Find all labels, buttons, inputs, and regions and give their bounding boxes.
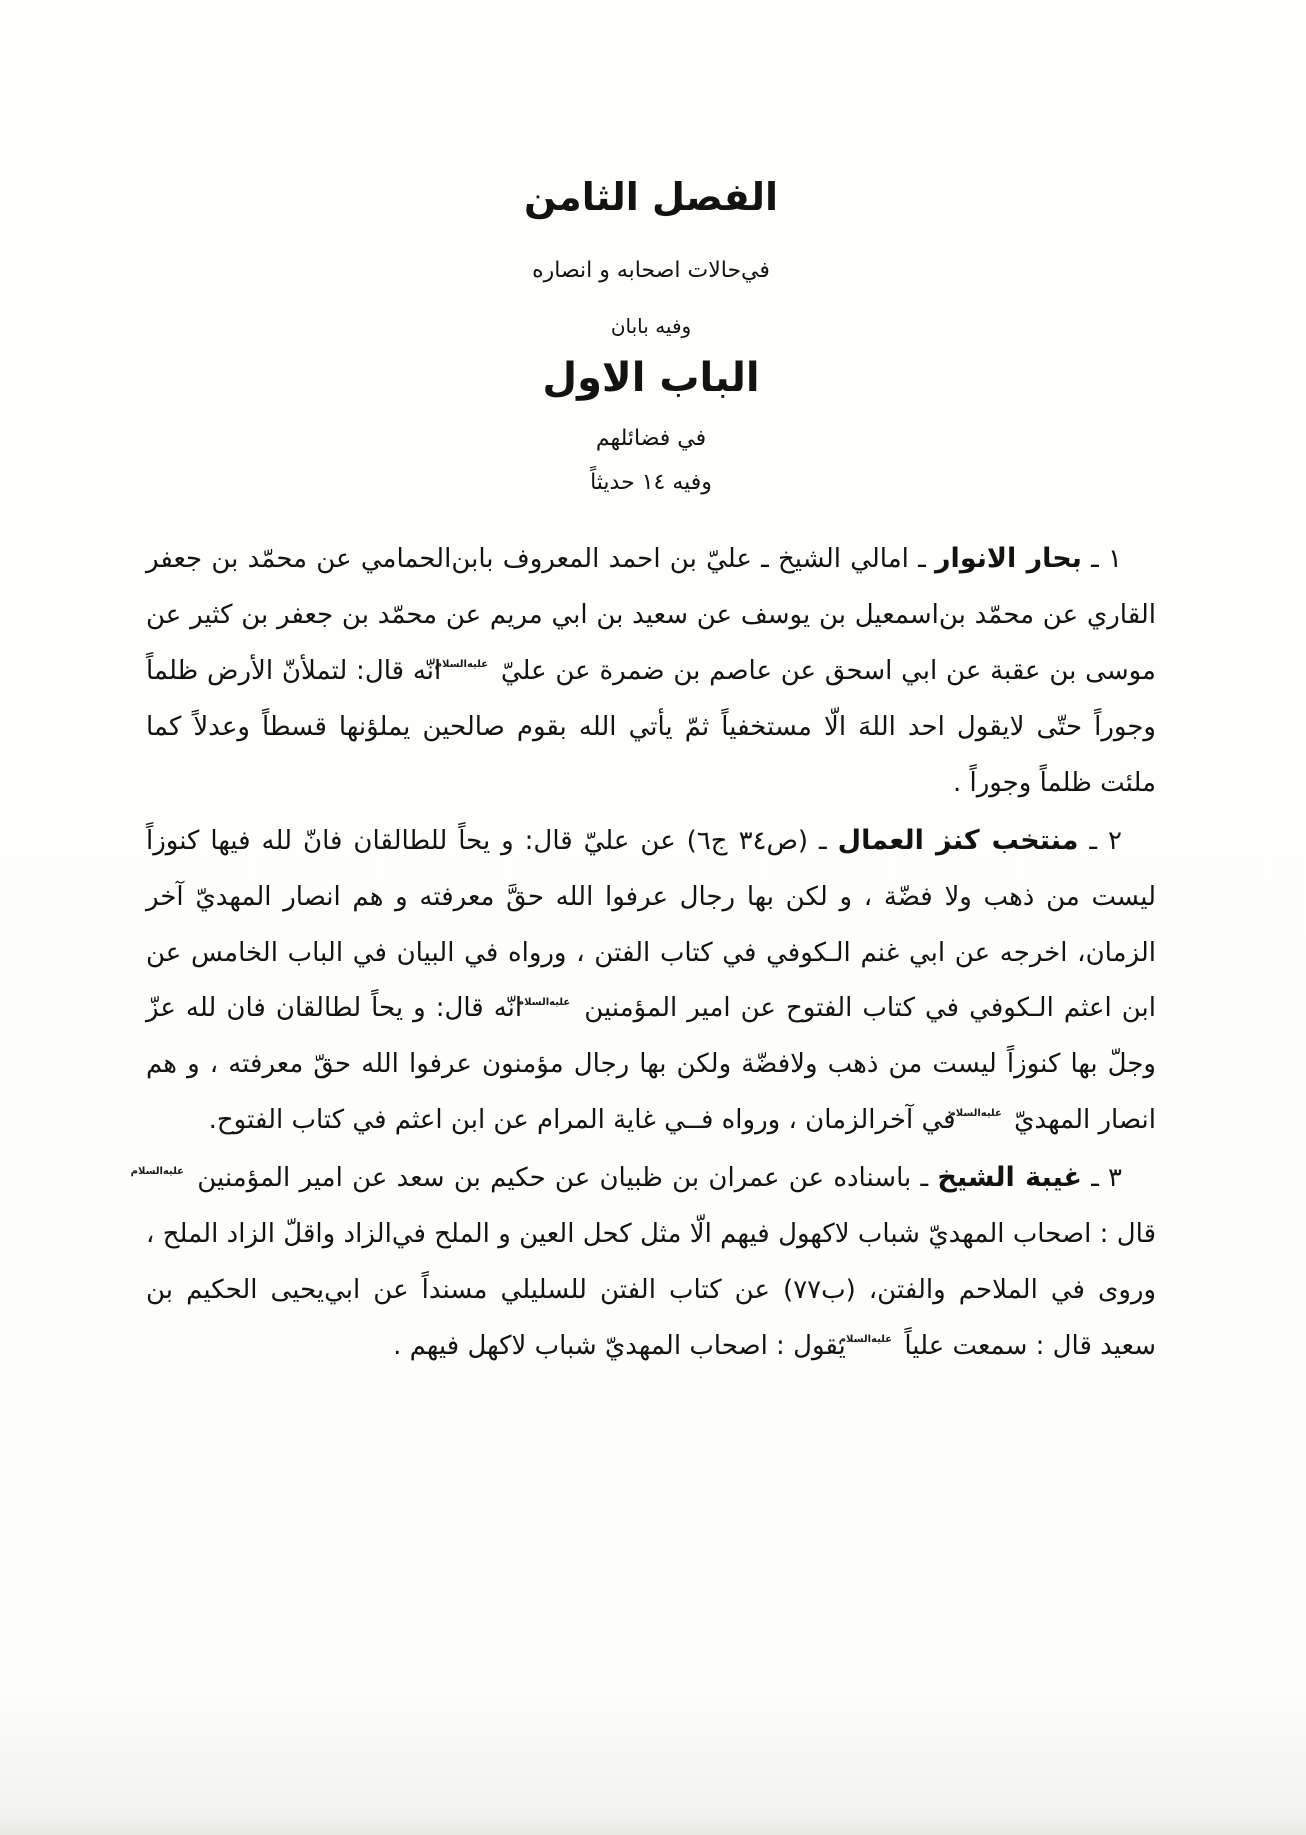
hadith-paragraph-3 — [130, 1149, 1157, 1375]
source-title-ghaybat-al-shaykh: غيبة الشيخ — [937, 1162, 1082, 1194]
page-headings — [146, 175, 1156, 495]
paragraph-text: في آخرالزمان ، ورواه فــي غاية المرام عن ابن اعثم في كتاب الفتوح. — [208, 1105, 964, 1136]
paragraph-text: قال : اصحاب المهديّ شباب لاكهول فيهم الّا مثل كحل العين و الملح في‌الزاد واقلّ الزاد الملح ، وروى في الملاحم والفتن، (ب٧٧) عن كتاب الفتن للسليلي مسنداً عن ابي‌يحيى الحكيم بن سعيد قال : سمعت علياً — [146, 1219, 1157, 1361]
section-title: الباب الاول — [542, 355, 760, 401]
chapter-title: الفصل الثامن — [523, 175, 779, 219]
section-note: وفيه ١٤ حديثاً — [590, 470, 712, 495]
paragraph-text: انّه قال: لتملأنّ الأرض ظلماً وجوراً حتّى لايقول احد اللهَ الّا مستخفياً ثمّ يأتي الله بقوم صالحين يملؤنها قسطاً وعدلاً كما ملئت ظلماً وجوراً . — [146, 655, 1156, 798]
hadith-paragraph-1 — [146, 530, 1156, 812]
alayhi-salam-icon: عليه‌السلام — [434, 659, 489, 671]
paragraph-text: ـ امالي الشيخ ـ عليّ بن احمد المعروف بابن‌الحمامي عن محمّد بن جعفر القاري عن محمّد بن‌اسمعيل بن يوسف عن سعيد بن ابي مريم عن محمّد بن جعفر بن كثير عن موسى بن عقبة عن ابي اسحق عن عاصم بن ضمرة عن عليّ — [146, 544, 1156, 686]
alayhi-salam-icon: عليه‌السلام — [130, 1166, 184, 1178]
paragraph-text: انّه قال: و يحاً لطالقان فان لله عزّ وجلّ بها كنوزاً ليست من ذهب ولافضّة ولكن بها رجال مؤمنون عرفوا الله حقّ معرفته ، و هم انصار المهديّ — [146, 993, 1156, 1136]
alayhi-salam-icon: عليه‌السلام — [948, 1108, 1002, 1120]
hadith-number: ١ ـ — [1081, 544, 1122, 574]
hadith-paragraph-2 — [146, 812, 1156, 1150]
chapter-note: وفيه بابان — [610, 314, 692, 338]
paragraph-text: ـ (ص٣٤ ج٦) عن عليّ قال: و يحاً للطالقان فانّ لله فيها كنوزاً ليست من ذهب ولا فضّة ، و لكن بها رجال عرفوا الله حقَّ معرفته و هم انصار المهديّ آخر الزمان، اخرجه عن ابي غنم الـكوفي في كتاب الفتن ، ورواه في البيان في الباب الخامس عن ابن اعثم الـكوفي في كتاب الفتوح عن امير المؤمنين — [146, 825, 1156, 1024]
paragraph-text: ـ باسناده عن عمران بن ظبيان عن حكيم بن سعد عن امير المؤمنين — [188, 1163, 938, 1194]
section-subtitle: في فضائلهم — [595, 426, 707, 451]
page-body — [130, 530, 1157, 1375]
source-title-muntakhab-kanz: منتخب كنز العمال — [837, 824, 1079, 856]
alayhi-salam-icon: عليه‌السلام — [516, 996, 571, 1008]
alayhi-salam-icon: عليه‌السلام — [838, 1334, 893, 1346]
hadith-number: ٢ ـ — [1078, 825, 1122, 856]
source-title-bihar-al-anwar: بحار الانوار — [935, 543, 1082, 574]
paragraph-text: يقول : اصحاب المهديّ شباب لاكهل فيهم . — [393, 1330, 855, 1361]
chapter-subtitle: في‌حالات اصحابه و انصاره — [532, 258, 770, 283]
hadith-number: ٣ ـ — [1081, 1163, 1123, 1194]
